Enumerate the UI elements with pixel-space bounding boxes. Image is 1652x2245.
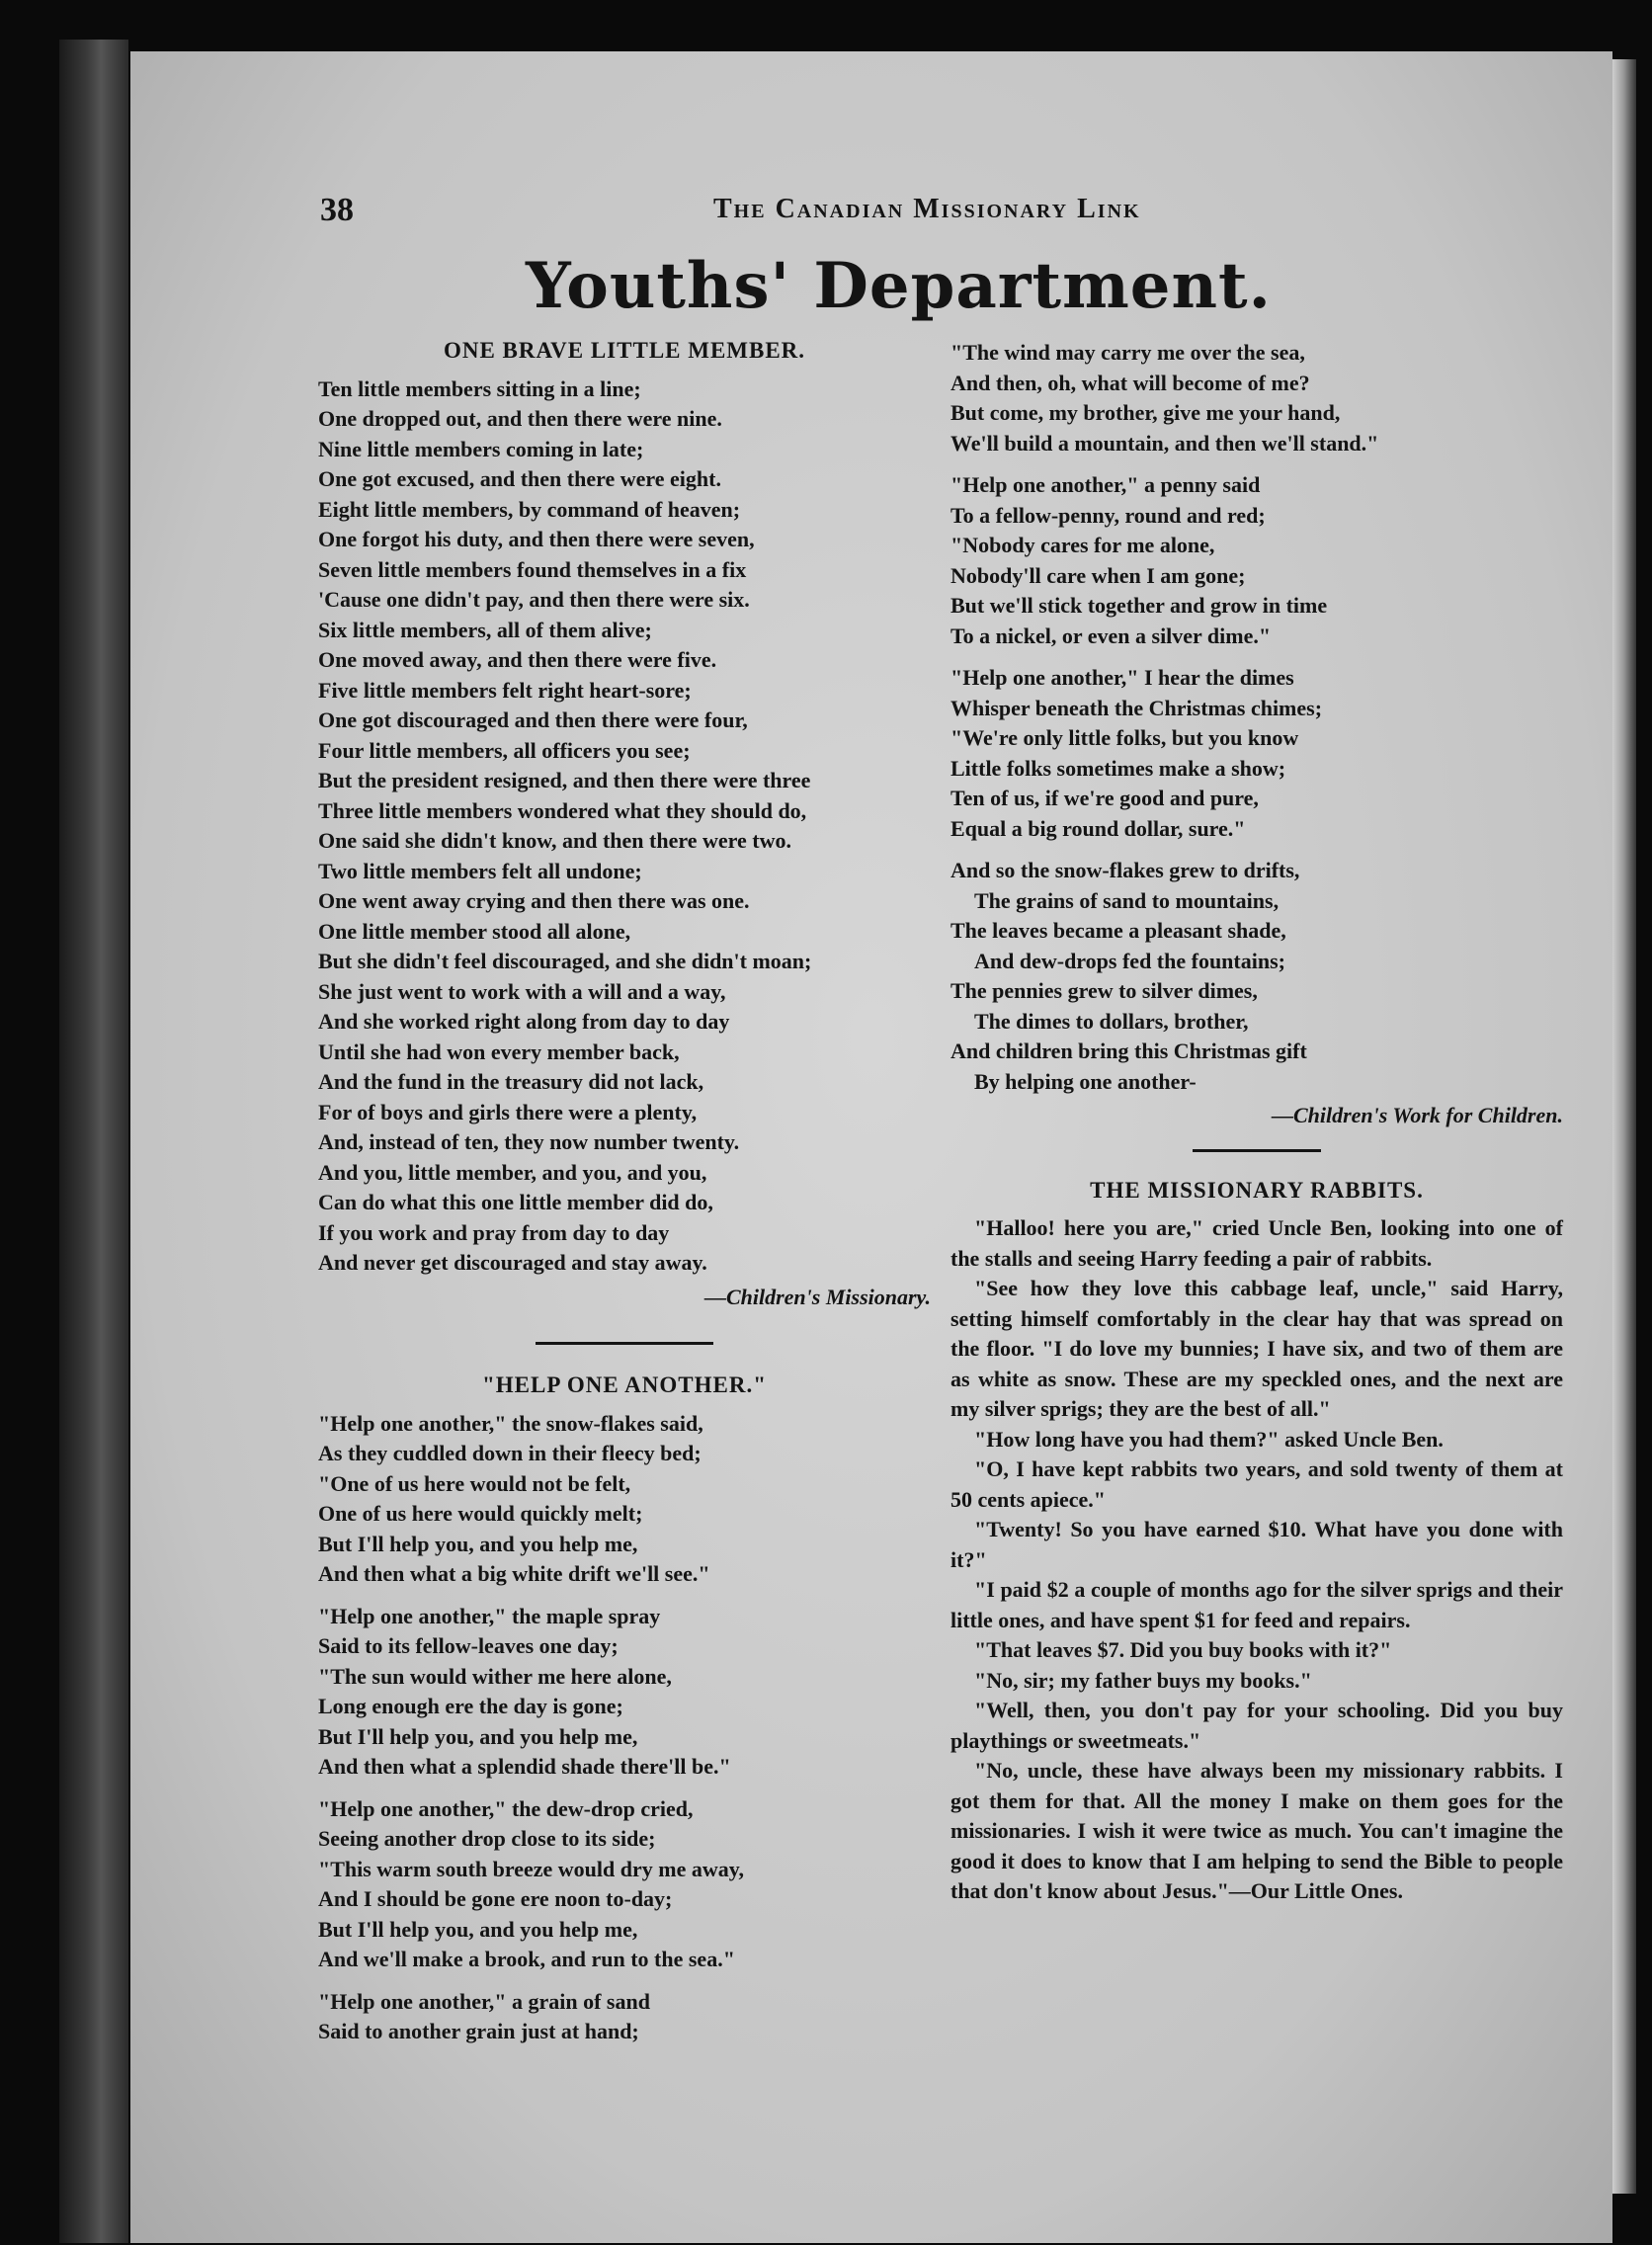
poem-line: And, instead of ten, they now number twenty.	[318, 1129, 740, 1154]
story-paragraph: "That leaves $7. Did you buy books with it?"	[974, 1637, 1392, 1662]
story-paragraph: "No, uncle, these have always been my missionary rabbits. I got them for that. All the money I make on them goes for the missionaries. I wish it were twice as much. You can't imagine the good it does to know that I am helping to send the Bible to people that don't know about Jesus."—Our Little Ones.	[950, 1758, 1563, 1903]
poem-line: One said she didn't know, and then there were two.	[318, 828, 791, 853]
stanza	[318, 1794, 931, 1975]
story-paragraph: "O, I have kept rabbits two years, and sold twenty of them at 50 cents apiece."	[950, 1456, 1563, 1512]
poem-line: "Nobody cares for me alone,	[950, 533, 1215, 557]
story-title-missionary-rabbits: THE MISSIONARY RABBITS.	[1090, 1177, 1424, 1203]
poem-line: "Help one another," a grain of sand	[318, 1988, 650, 2014]
poem-help-one-another-continued	[950, 338, 1563, 844]
poem-line: One forgot his duty, and then there were seven,	[318, 527, 755, 551]
poem-line: The dimes to dollars, brother,	[974, 1008, 1249, 1034]
poem-line: We'll build a mountain, and then we'll stand."	[950, 430, 1379, 456]
poem-line: The pennies grew to silver dimes,	[950, 978, 1258, 1003]
poem-line: One little member stood all alone,	[318, 918, 631, 944]
stanza	[950, 663, 1563, 844]
poem-line: "The wind may carry me over the sea,	[950, 340, 1305, 365]
poem-line: Seeing another drop close to its side;	[318, 1826, 656, 1851]
poem-line: Five little members felt right heart-sore;	[318, 677, 692, 703]
poem-line: Nine little members coming in late;	[318, 436, 644, 461]
stanza	[318, 1409, 931, 1590]
poem-line: "Help one another," the dew-drop cried,	[318, 1795, 694, 1821]
page-number: 38	[320, 192, 354, 228]
poem-line: And the fund in the treasury did not lack,	[318, 1069, 704, 1094]
poem-line: And I should be gone ere noon to-day;	[318, 1886, 673, 1911]
section-divider	[1193, 1149, 1321, 1152]
left-column	[318, 336, 931, 2059]
poem-line: One dropped out, and then there were nine.	[318, 406, 722, 431]
poem-line: Ten of us, if we're good and pure,	[950, 786, 1259, 810]
poem-attribution: —Children's Work for Children.	[1271, 1103, 1563, 1127]
poem-line: One moved away, and then there were five.	[318, 647, 717, 672]
poem-line: One got discouraged and then there were four,	[318, 707, 748, 732]
poem-line: Equal a big round dollar, sure."	[950, 815, 1246, 841]
story-paragraph: "I paid $2 a couple of months ago for the silver sprigs and their little ones, and have spent $1 for feed and repairs.	[950, 1577, 1563, 1632]
poem-line: And so the snow-flakes grew to drifts,	[950, 858, 1300, 882]
poem-line: Whisper beneath the Christmas chimes;	[950, 695, 1323, 720]
poem-line: And then what a big white drift we'll see."	[318, 1561, 710, 1586]
poem-line: Eight little members, by command of heaven;	[318, 496, 741, 522]
story-paragraph: "Halloo! here you are," cried Uncle Ben, looking into one of the stalls and seeing Harry feeding a pair of rabbits.	[950, 1215, 1563, 1271]
poem-line: "Help one another," the snow-flakes said,	[318, 1410, 703, 1436]
poem-line: Two little members felt all undone;	[318, 858, 642, 883]
poem-line: But come, my brother, give me your hand,	[950, 400, 1341, 425]
poem-line: Little folks sometimes make a show;	[950, 755, 1286, 781]
poem-line: But I'll help you, and you help me,	[318, 1723, 638, 1749]
poem-line: One got excused, and then there were eight.	[318, 466, 721, 491]
poem-line: By helping one another-	[974, 1068, 1197, 1094]
poem-line: If you work and pray from day to day	[318, 1219, 670, 1245]
poem-attribution: —Children's Missionary.	[703, 1284, 931, 1309]
poem-line: Ten little members sitting in a line;	[318, 375, 641, 401]
poem-line: But she didn't feel discouraged, and she didn't moan;	[318, 949, 812, 973]
stanza	[318, 1602, 931, 1783]
journal-title: The Canadian Missionary Link	[713, 194, 1141, 224]
poem-line: And she worked right along from day to day	[318, 1009, 730, 1034]
story-paragraph: "How long have you had them?" asked Uncle Ben.	[974, 1426, 1444, 1452]
poem-line: And then what a splendid shade there'll be."	[318, 1754, 731, 1779]
poem-line: "Help one another," a penny said	[950, 472, 1261, 497]
poem-line: "The sun would wither me here alone,	[318, 1663, 672, 1689]
poem-line: But I'll help you, and you help me,	[318, 1916, 638, 1942]
poem-line: "We're only little folks, but you know	[950, 725, 1299, 750]
poem-line: The grains of sand to mountains,	[974, 887, 1280, 913]
poem-line: Long enough ere the day is gone;	[318, 1694, 623, 1718]
poem-line: To a fellow-penny, round and red;	[950, 502, 1266, 528]
poem-line: "Help one another," I hear the dimes	[950, 665, 1294, 690]
poem-line: "This warm south breeze would dry me away,	[318, 1856, 745, 1881]
poem-line: As they cuddled down in their fleecy bed;	[318, 1441, 702, 1465]
poem-line: And you, little member, and you, and you,	[318, 1159, 707, 1185]
poem-line: One of us here would quickly melt;	[318, 1501, 643, 1526]
poem-line: And dew-drops fed the fountains;	[974, 948, 1285, 973]
poem-line: Nobody'll care when I am gone;	[950, 562, 1246, 588]
story-paragraph: "Well, then, you don't pay for your schooling. Did you buy playthings or sweetmeats."	[950, 1698, 1563, 1753]
poem-line: The leaves became a pleasant shade,	[950, 918, 1286, 943]
poem-line: Said to its fellow-leaves one day;	[318, 1633, 619, 1658]
poem-line: "Help one another," the maple spray	[318, 1603, 661, 1628]
poem-line: For of boys and girls there were a plenty,	[318, 1099, 698, 1124]
story-paragraph: "No, sir; my father buys my books."	[974, 1667, 1312, 1693]
magazine-page	[130, 51, 1612, 2243]
right-column	[950, 338, 1563, 1907]
poem-line: And we'll make a brook, and run to the sea."	[318, 1947, 735, 1971]
poem-line: Three little members wondered what they should do,	[318, 797, 807, 823]
section-divider	[536, 1342, 713, 1345]
stanza	[950, 470, 1563, 651]
poem-line: One went away crying and then there was one.	[318, 888, 750, 913]
poem-line: She just went to work with a will and a way,	[318, 978, 726, 1004]
poem-line: Seven little members found themselves in a fix	[318, 556, 747, 582]
poem-line: 'Cause one didn't pay, and then there were six.	[318, 587, 750, 612]
department-title: Youths' Department.	[526, 249, 1272, 323]
story-paragraph: "See how they love this cabbage leaf, uncle," said Harry, setting himself comfortably in the clear hay that was spread on the floor. "I do love my bunnies; I have six, and two of them are as white as snow. These are my speckled ones, and the next are my silver sprigs; they are the best of all."	[950, 1276, 1563, 1421]
poem-title-help-one-another: "HELP ONE ANOTHER."	[481, 1372, 767, 1397]
poem-line: Four little members, all officers you see;	[318, 737, 691, 763]
poem-help-one-another	[318, 1409, 931, 2047]
poem-line: And children bring this Christmas gift	[950, 1039, 1307, 1063]
poem-line: But we'll stick together and grow in time	[950, 593, 1328, 618]
poem-line: Said to another grain just at hand;	[318, 2019, 639, 2043]
stanza	[950, 338, 1563, 458]
running-header	[130, 184, 1612, 243]
poem-line: And then, oh, what will become of me?	[950, 370, 1310, 395]
poem-closing-stanza	[950, 856, 1563, 1097]
poem-line: But the president resigned, and then there were three	[318, 768, 811, 792]
book-page-edge-right	[1611, 59, 1636, 2194]
poem-line: To a nickel, or even a silver dime."	[950, 623, 1272, 648]
poem-line: Can do what this one little member did do,	[318, 1190, 713, 1214]
stanza	[318, 1987, 931, 2047]
story-missionary-rabbits	[950, 1213, 1563, 1907]
poem-line: Until she had won every member back,	[318, 1039, 680, 1064]
poem-line: And never get discouraged and stay away.	[318, 1250, 707, 1275]
book-spine-left	[59, 40, 128, 2243]
poem-line: Six little members, all of them alive;	[318, 617, 652, 642]
story-paragraph: "Twenty! So you have earned $10. What have you done with it?"	[950, 1517, 1563, 1572]
poem-title-one-brave-little-member: ONE BRAVE LITTLE MEMBER.	[443, 338, 806, 363]
poem-line: "One of us here would not be felt,	[318, 1470, 631, 1496]
poem-line: But I'll help you, and you help me,	[318, 1531, 638, 1556]
poem-one-brave-little-member	[318, 374, 931, 1279]
